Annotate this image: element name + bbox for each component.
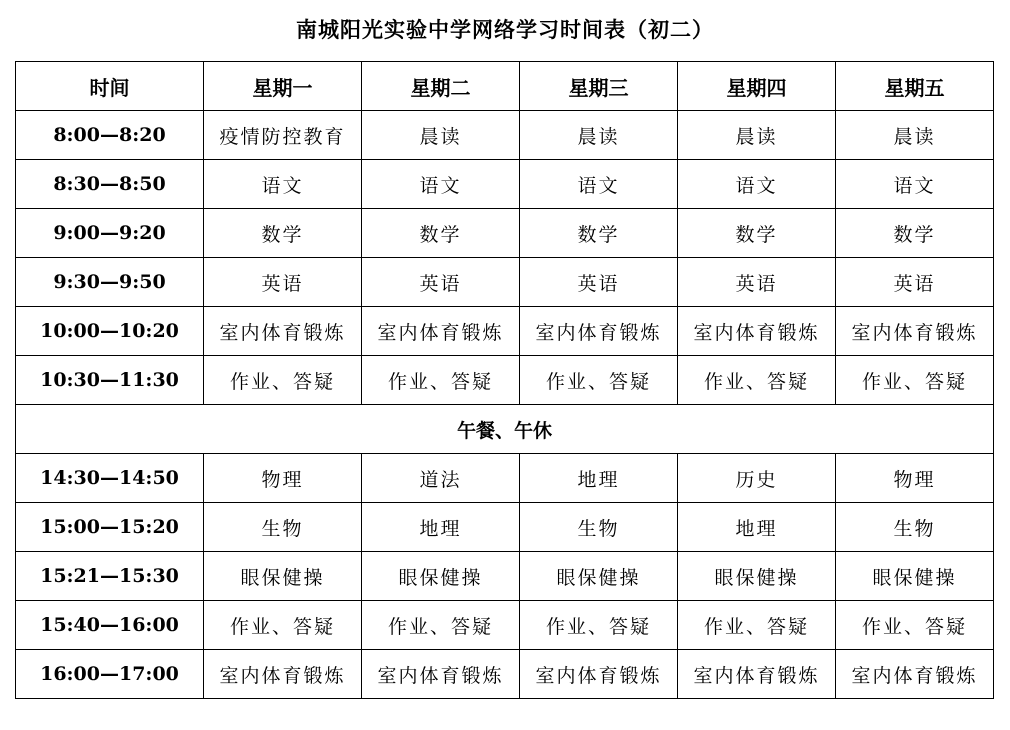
subject-cell: 室内体育锻炼 — [836, 650, 994, 699]
morning-section — [16, 111, 994, 405]
subject-cell: 语文 — [204, 160, 362, 209]
subject-cell: 晨读 — [678, 111, 836, 160]
afternoon-section — [16, 454, 994, 699]
subject-cell: 作业、答疑 — [520, 356, 678, 405]
table-row — [16, 111, 994, 160]
table-row — [16, 307, 994, 356]
subject-cell: 地理 — [678, 503, 836, 552]
subject-cell: 生物 — [520, 503, 678, 552]
subject-cell: 英语 — [678, 258, 836, 307]
subject-cell: 室内体育锻炼 — [836, 307, 994, 356]
table-row — [16, 552, 994, 601]
table-row — [16, 258, 994, 307]
time-cell: 8:30—8:50 — [16, 160, 204, 209]
time-cell: 9:30—9:50 — [16, 258, 204, 307]
header-cell-friday: 星期五 — [836, 62, 994, 111]
subject-cell: 作业、答疑 — [204, 601, 362, 650]
break-row — [16, 405, 994, 454]
time-cell: 10:30—11:30 — [16, 356, 204, 405]
subject-cell: 疫情防控教育 — [204, 111, 362, 160]
subject-cell: 数学 — [520, 209, 678, 258]
page-title: 南城阳光实验中学网络学习时间表（初二） — [296, 17, 714, 42]
subject-cell: 物理 — [836, 454, 994, 503]
time-cell: 8:00—8:20 — [16, 111, 204, 160]
subject-cell: 英语 — [836, 258, 994, 307]
subject-cell: 晨读 — [362, 111, 520, 160]
time-cell: 14:30—14:50 — [16, 454, 204, 503]
subject-cell: 作业、答疑 — [678, 356, 836, 405]
table-row — [16, 209, 994, 258]
subject-cell: 数学 — [836, 209, 994, 258]
subject-cell: 室内体育锻炼 — [204, 307, 362, 356]
subject-cell: 数学 — [362, 209, 520, 258]
time-cell: 15:21—15:30 — [16, 552, 204, 601]
subject-cell: 室内体育锻炼 — [362, 307, 520, 356]
table-row — [16, 356, 994, 405]
subject-cell: 数学 — [678, 209, 836, 258]
subject-cell: 室内体育锻炼 — [678, 650, 836, 699]
subject-cell: 室内体育锻炼 — [678, 307, 836, 356]
subject-cell: 生物 — [836, 503, 994, 552]
subject-cell: 作业、答疑 — [362, 356, 520, 405]
subject-cell: 眼保健操 — [678, 552, 836, 601]
subject-cell: 语文 — [836, 160, 994, 209]
table-row — [16, 601, 994, 650]
header-cell-thursday: 星期四 — [678, 62, 836, 111]
time-cell: 9:00—9:20 — [16, 209, 204, 258]
table-row — [16, 503, 994, 552]
subject-cell: 英语 — [362, 258, 520, 307]
subject-cell: 地理 — [520, 454, 678, 503]
subject-cell: 英语 — [520, 258, 678, 307]
header-cell-tuesday: 星期二 — [362, 62, 520, 111]
subject-cell: 眼保健操 — [836, 552, 994, 601]
subject-cell: 室内体育锻炼 — [204, 650, 362, 699]
table-row — [16, 454, 994, 503]
schedule-table — [15, 61, 994, 699]
subject-cell: 作业、答疑 — [362, 601, 520, 650]
header-row — [16, 62, 994, 111]
break-cell: 午餐、午休 — [16, 405, 994, 454]
table-row — [16, 650, 994, 699]
subject-cell: 作业、答疑 — [520, 601, 678, 650]
time-cell: 15:00—15:20 — [16, 503, 204, 552]
subject-cell: 道法 — [362, 454, 520, 503]
subject-cell: 历史 — [678, 454, 836, 503]
subject-cell: 作业、答疑 — [836, 356, 994, 405]
subject-cell: 地理 — [362, 503, 520, 552]
subject-cell: 晨读 — [520, 111, 678, 160]
subject-cell: 英语 — [204, 258, 362, 307]
subject-cell: 眼保健操 — [204, 552, 362, 601]
subject-cell: 室内体育锻炼 — [520, 650, 678, 699]
subject-cell: 作业、答疑 — [204, 356, 362, 405]
header-cell-time: 时间 — [16, 62, 204, 111]
subject-cell: 眼保健操 — [362, 552, 520, 601]
subject-cell: 语文 — [678, 160, 836, 209]
subject-cell: 生物 — [204, 503, 362, 552]
subject-cell: 语文 — [362, 160, 520, 209]
header-cell-monday: 星期一 — [204, 62, 362, 111]
subject-cell: 数学 — [204, 209, 362, 258]
header-cell-wednesday: 星期三 — [520, 62, 678, 111]
table-row — [16, 160, 994, 209]
subject-cell: 语文 — [520, 160, 678, 209]
subject-cell: 室内体育锻炼 — [520, 307, 678, 356]
time-cell: 15:40—16:00 — [16, 601, 204, 650]
subject-cell: 作业、答疑 — [678, 601, 836, 650]
subject-cell: 室内体育锻炼 — [362, 650, 520, 699]
subject-cell: 眼保健操 — [520, 552, 678, 601]
subject-cell: 物理 — [204, 454, 362, 503]
subject-cell: 作业、答疑 — [836, 601, 994, 650]
subject-cell: 晨读 — [836, 111, 994, 160]
time-cell: 16:00—17:00 — [16, 650, 204, 699]
time-cell: 10:00—10:20 — [16, 307, 204, 356]
break-section — [16, 405, 994, 454]
